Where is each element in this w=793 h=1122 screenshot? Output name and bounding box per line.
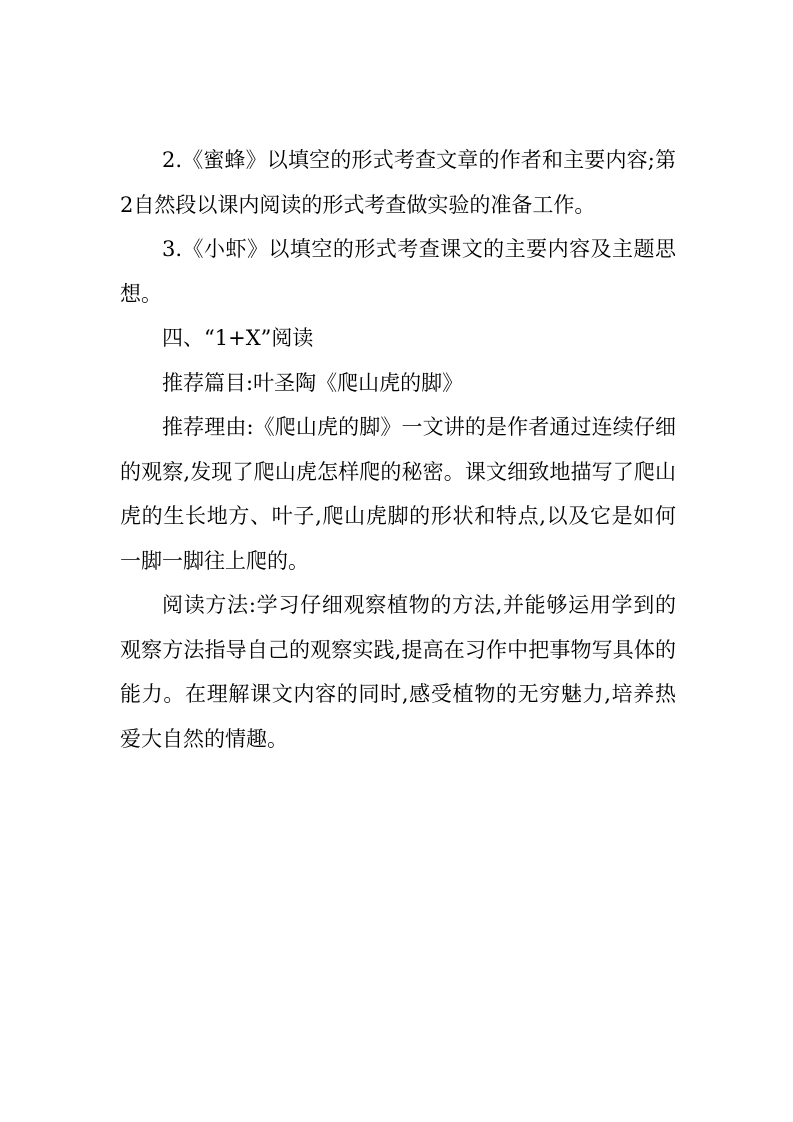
document-body <box>120 138 676 761</box>
paragraph-shrimp-exam: 3.《小虾》以填空的形式考查课文的主要内容及主题思想。 <box>120 237 676 306</box>
section-heading-1x-reading: 四、“1+X”阅读 <box>162 326 314 350</box>
paragraph-bee-exam: 2.《蜜蜂》以填空的形式考查文章的作者和主要内容;第2自然段以课内阅读的形式考查做实验的准备工作。 <box>120 148 676 217</box>
paragraph-reading-method: 阅读方法:学习仔细观察植物的方法,并能够运用学到的观察方法指导自己的观察实践,提高在习作中把事物写具体的能力。在理解课文内容的同时,感受植物的无穷魅力,培养热爱大自然的情趣。 <box>120 593 676 751</box>
paragraph-recommended-title: 推荐篇目:叶圣陶《爬山虎的脚》 <box>162 370 464 395</box>
paragraph-recommendation-reason: 推荐理由:《爬山虎的脚》一文讲的是作者通过连续仔细的观察,发现了爬山虎怎样爬的秘密。课文细致地描写了爬山虎的生长地方、叶子,爬山虎脚的形状和特点,以及它是如何一脚一脚往上爬的。 <box>120 415 676 573</box>
